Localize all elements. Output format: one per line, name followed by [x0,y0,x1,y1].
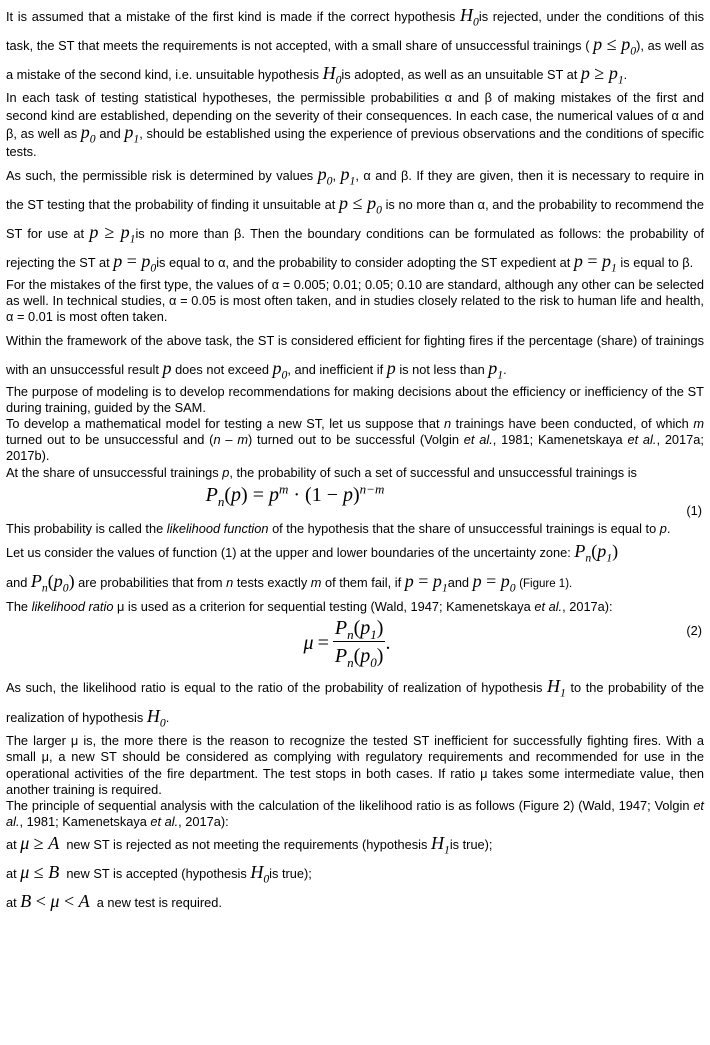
math-p1: $p_1$ [488,357,504,382]
math-H0: $H_0$ [250,862,270,887]
paragraph-4: For the mistakes of the first type, the values of α = 0.005; 0.01; 0.05; 0.10 are standard, although any other can be selected as well. In technical studies, α = 0.05 is most often taken, and in studies closely related to the risk to human life and health, α = 0.01 is most often taken. [6,277,704,325]
math-H1: $H_1$ [547,676,566,700]
likelihood-ratio-fraction: $\frac{P_n(p_1)}{P_n(p_0)}$ [334,617,384,671]
math-p1: $p_1$ [340,164,356,188]
paragraph-2: In each task of testing statistical hypotheses, the permissible probabilities α and β of making mistakes of the first and second kind are established, depending on the severity of their consequences. In each case, the numerical values of α and β, as well as $p_0$ and $p_1$, should be established using the experience of previous observations and the conditions of specific tests. [6,90,704,159]
math-p: p [386,357,396,378]
paragraph-15: The principle of sequential analysis with the calculation of the likelihood ratio is as follows (Figure 2) (Wald, 1947; Volgin et al., 1981; Kamenetskaya et al., 2017a): [6,798,704,830]
equation-number-2: (2) [686,623,702,639]
math-p1: $p_1$ [124,122,140,146]
paragraph-9: This probability is called the likelihood function of the hypothesis that the share of unsuccessful trainings is equal to p. [6,520,671,536]
math-H1: $H_1$ [430,833,450,858]
math-p-eq-p1: $p = p_1$ [404,571,448,595]
math-p-eq-p1: $p = p_1$ [573,251,617,275]
paragraph-7: To develop a mathematical model for testing a new ST, let us suppose that n trainings have been conducted, of which m turned out to be unsuccessful and (n – m) turned out to be successful (Volgin et al., 1981; Kamenetskaya et al., 2017a; 2017b). [6,416,704,464]
paragraph-12: The likelihood ratio μ is used as a criterion for sequential testing (Wald, 1947; Kamenetskaya et al., 2017a): [6,599,613,615]
paragraph-5: Within the framework of the above task, the ST is considered efficient for fighting fires if the percentage (share) of trainings with an unsuccessful result p does not exceed $p_0$, and inefficient if p is not less than $p_1$. [6,332,704,382]
equation-1 [6,481,704,521]
math-p0: $p_0$ [80,122,96,146]
paragraph-6: The purpose of modeling is to develop recommendations for making decisions about the efficiency or inefficiency of the ST during training, guided by the SAM. [6,383,704,415]
math-Pn-p1: $P_n(p_1)$ [574,541,619,565]
paragraph-11: and $P_n(p_0)$ are probabilities that from n tests exactly m of them fail, if $p = p_1and$ $p = p_0$ (Figure 1). [6,571,573,595]
math-mu-leq-B: μ ≤ B [20,862,60,883]
paragraph-8: At the share of unsuccessful trainings p, the probability of such a set of successful and unsuccessful trainings is [6,464,637,480]
math-p-eq-p0: $p = p_0$ [472,571,516,595]
rule-accept: at μ ≤ B new ST is accepted (hypothesis $H_0is$ true); [6,862,312,887]
math-p-geq-p1: $p \ge p_1$ [89,222,136,246]
math-p: p [162,357,172,378]
paragraph-14: The larger μ is, the more there is the reason to recognize the tested ST inefficient for successfully fighting fires. With a small μ, a new ST should be considered as complying with regulatory requirements and recommended for use in the operational activities of the fire department. The test stops in both cases. If ratio μ takes some intermediate value, then another training is required. [6,733,704,797]
paragraph-1: It is assumed that a mistake of the first kind is made if the correct hypothesis $H_0is$ rejected, under the conditions of this task, the ST that meets the requirements is not accepted, with a small share of unsuccessful trainings ( $p \le p_0$), as well as a mistake of the second kind, i.e. unsuitable hypothesis $H_0is$ adopted, as well as an unsuitable ST at $p \ge p_1$. [6,5,705,87]
rule-continue: at B < μ < A a new test is required. [6,891,222,912]
math-Pn-p0: $P_n(p_0)$ [30,571,75,595]
math-p-eq-p0: $p = p_0$ [113,251,157,275]
math-p-geq-p1: $p \ge p_1$ [580,63,624,87]
likelihood-ratio-formula: μ = $\frac{P_n(p_1)}{P_n(p_0)}$ . [303,617,391,671]
math-p-leq-p0: $p \le p_0$ [338,193,382,217]
math-H0: $H_0$ [460,5,479,29]
equation-number-1: (1) [686,502,702,518]
math-B-lt-mu-lt-A: B < μ < A [20,891,90,912]
paragraph-13: As such, the likelihood ratio is equal to the ratio of the probability of realization of hypothesis $H_1$ to the probability of the realization of hypothesis $H_0$. [6,676,705,730]
math-p0: $p_0$ [317,164,333,188]
paragraph-10: Let us consider the values of function (1) at the upper and lower boundaries of the uncertainty zone: $P_n(p_1)$ [6,541,619,565]
math-H0: $H_0$ [146,706,166,730]
paragraph-3: As such, the permissible risk is determined by values $p_0$, $p_1$, α and β. If they are given, then it is necessary to require in the ST testing that the probability of finding it unsuitable at $p \le p_0$ is no more than α, and the probability to recommend the ST for use at $p \ge p_1is$ no more than β. Then the boundary conditions can be formulated as follows: the probability of rejecting the ST at $p = p_0is$ equal to α, and the probability to consider adopting the ST expedient at $p = p_1$ is equal to β. [6,164,705,275]
math-mu-geq-A: μ ≥ A [20,833,60,854]
equation-2 [6,615,704,673]
math-H0: $H_0$ [322,63,342,87]
likelihood-formula: $P_n(p) = p^m \cdot (1 - p)^{n-m}$ [205,481,385,509]
math-p0: $p_0$ [272,357,288,382]
rule-reject: at μ ≥ A new ST is rejected as not meeting the requirements (hypothesis $H_1is$ true); [6,833,493,858]
math-p-leq-p0: $p \le p_0$ [593,34,637,58]
